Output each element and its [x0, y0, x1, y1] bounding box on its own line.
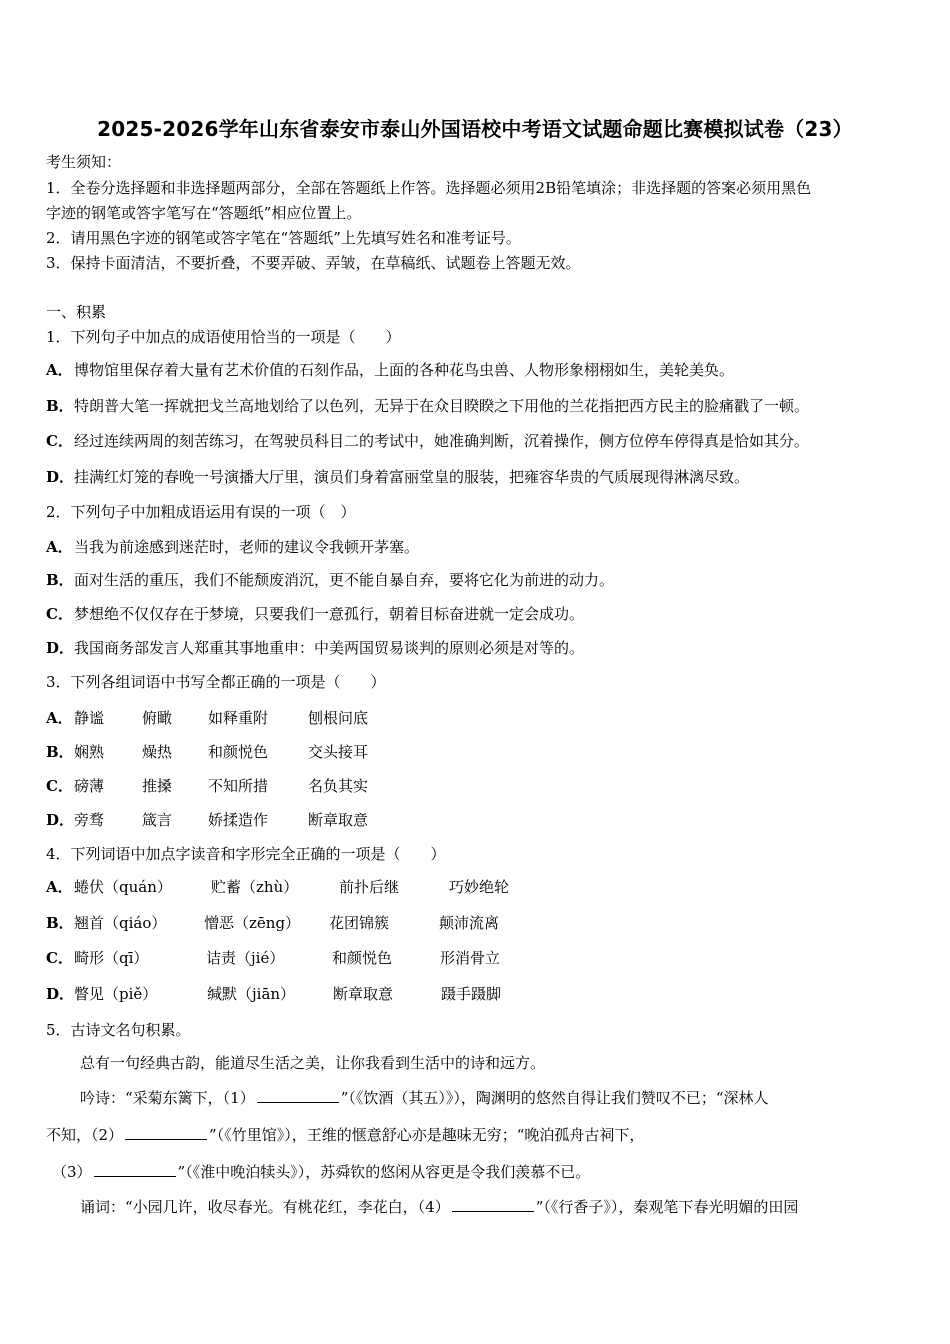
q2-option-d: D．我国商务部发言人郑重其事地重申：中美两国贸易谈判的原则必须是对等的。	[46, 639, 585, 657]
q5-blank-4[interactable]	[452, 1196, 534, 1212]
q5-line-3: （3） ”（《淮中晚泊犊头》），苏舜钦的悠闲从容更是令我们羡慕不已。	[52, 1163, 591, 1181]
q5-intro: 总有一句经典古韵，能道尽生活之美，让你我看到生活中的诗和远方。	[80, 1054, 546, 1072]
q1-option-b: B．特朗普大笔一挥就把戈兰高地划给了以色列，无异于在众目睽睽之下用他的兰花指把西方民主的脸痛戳了一顿。	[46, 397, 810, 415]
q5-line-2: 不知，（2） ”（《竹里馆》），王维的惬意舒心亦是趣味无穷；“晚泊孤舟古祠下，	[46, 1126, 645, 1144]
q3-option-a: A．静谧 俯瞰 如释重附 刨根问底	[46, 709, 369, 727]
notice-line-2: 字迹的钢笔或答字笔写在“答题纸”相应位置上。	[46, 204, 362, 222]
q3-option-d: D．旁骛 箴言 娇揉造作 断章取意	[46, 811, 369, 829]
q2-stem: 2．下列句子中加粗成语运用有误的一项（ ）	[46, 503, 356, 521]
q5-blank-3[interactable]	[94, 1161, 176, 1177]
notice-line-3: 2．请用黑色字迹的钢笔或答字笔在“答题纸”上先填写姓名和准考证号。	[46, 229, 521, 247]
section-heading: 一、积累	[46, 303, 107, 321]
q3-stem: 3．下列各组词语中书写全都正确的一项是（ ）	[46, 673, 386, 691]
q4-option-c: C．畸形（qī） 诘责（jié） 和颜悦色 形消骨立	[46, 949, 501, 967]
q4-option-d: D．瞥见（piě） 缄默（jiān） 断章取意 蹑手蹑脚	[46, 985, 502, 1003]
q5-line-4: 诵词：“小园几许，收尽春光。有桃花红，李花白，（4） ”（《行香子》），秦观笔下春光明媚的田园	[80, 1198, 799, 1216]
q4-option-a: A．蜷伏（quán） 贮蓄（zhù） 前扑后继 巧妙绝轮	[46, 878, 510, 896]
q5-blank-1[interactable]	[257, 1087, 339, 1103]
q5-blank-2[interactable]	[125, 1124, 207, 1140]
q1-stem: 1．下列句子中加点的成语使用恰当的一项是（ ）	[46, 328, 401, 346]
page-title: 2025-2026学年山东省泰安市泰山外国语校中考语文试题命题比赛模拟试卷（23）	[97, 117, 853, 141]
q5-stem: 5．古诗文名句积累。	[46, 1021, 191, 1039]
q4-option-b: B．翘首（qiáo） 憎恶（zēng） 花团锦簇 颠沛流离	[46, 914, 500, 932]
notice-line-4: 3．保持卡面清洁，不要折叠，不要弄破、弄皱，在草稿纸、试题卷上答题无效。	[46, 254, 581, 272]
q1-option-a: A．博物馆里保存着大量有艺术价值的石刻作品，上面的各种花鸟虫兽、人物形象栩栩如生，美轮美奂。	[46, 361, 735, 379]
q1-option-c: C．经过连续两周的刻苦练习，在驾驶员科目二的考试中，她准确判断，沉着操作，侧方位停车停得真是恰如其分。	[46, 432, 810, 450]
q2-option-a: A．当我为前途感到迷茫时，老师的建议令我顿开茅塞。	[46, 538, 420, 556]
q5-line-1: 吟诗：“采菊东篱下，（1） ”（《饮酒（其五）》），陶渊明的悠然自得让我们赞叹不已；“深林人	[80, 1089, 769, 1107]
notice-heading: 考生须知：	[46, 153, 122, 171]
q2-option-b: B．面对生活的重压，我们不能颓废消沉，更不能自暴自弃，要将它化为前进的动力。	[46, 571, 615, 589]
q4-stem: 4．下列词语中加点字读音和字形完全正确的一项是（ ）	[46, 845, 446, 863]
q3-option-b: B．娴熟 燥热 和颜悦色 交头接耳	[46, 743, 369, 761]
q2-option-c: C．梦想绝不仅仅存在于梦境，只要我们一意孤行，朝着目标奋进就一定会成功。	[46, 605, 585, 623]
q3-option-c: C．磅薄 推搡 不知所措 名负其实	[46, 777, 369, 795]
q1-option-d: D．挂满红灯笼的春晚一号演播大厅里，演员们身着富丽堂皇的服装，把雍容华贵的气质展现得淋漓尽致。	[46, 468, 750, 486]
notice-line-1: 1．全卷分选择题和非选择题两部分，全部在答题纸上作答。选择题必须用2B铅笔填涂；非选择题的答案必须用黑色	[46, 179, 812, 197]
